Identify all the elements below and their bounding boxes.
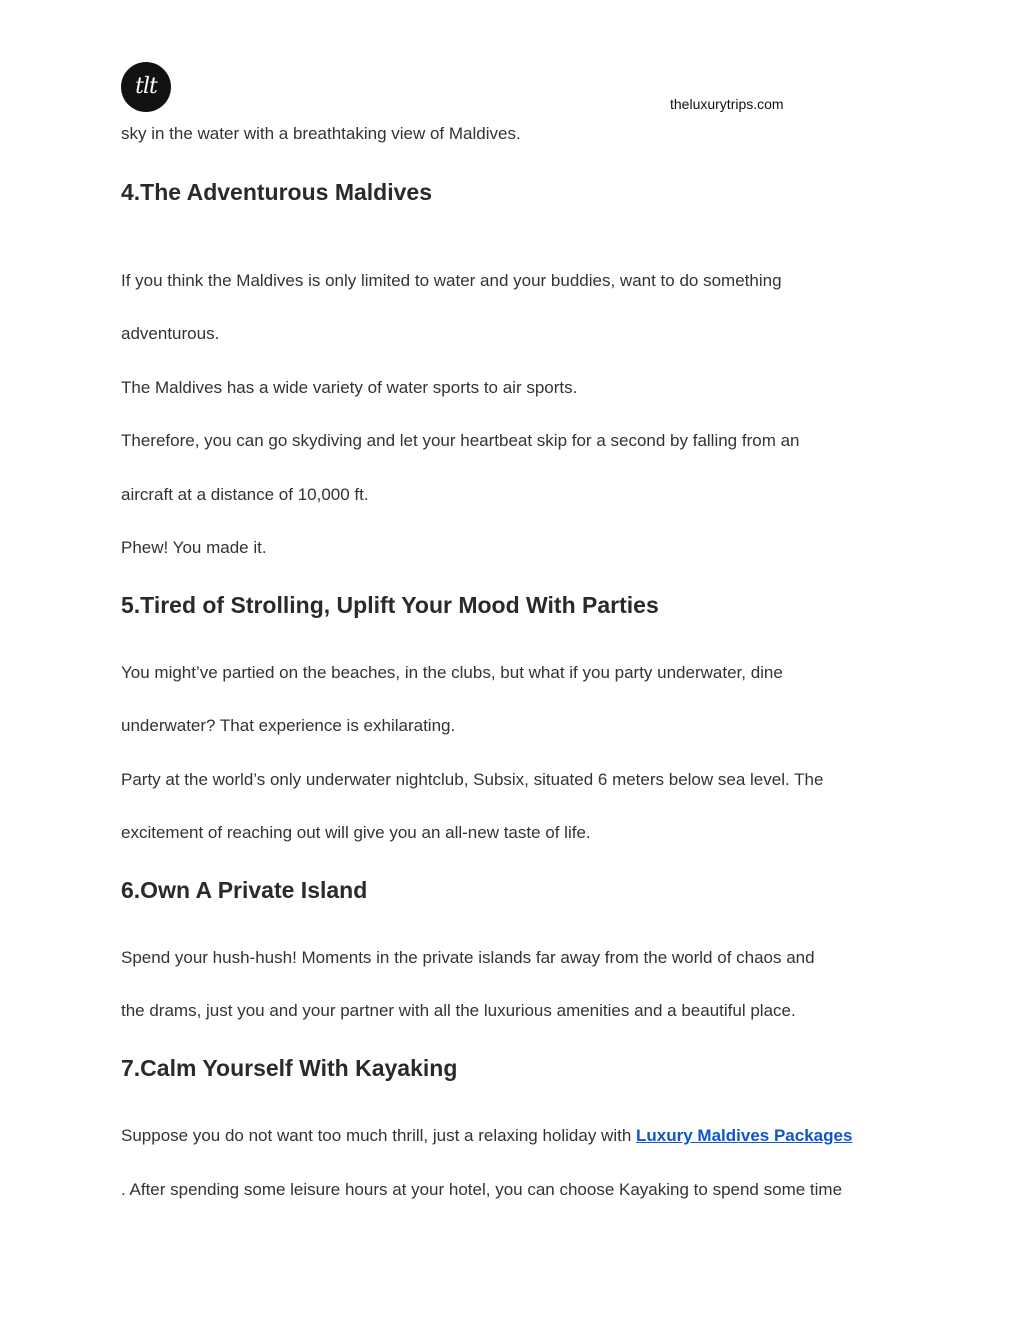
section-5-line: Party at the world’s only underwater nightclub, Subsix, situated 6 meters below sea level. The	[121, 770, 824, 789]
section-4-heading: 4.The Adventurous Maldives	[121, 179, 432, 205]
section-6-line: Spend your hush-hush! Moments in the private islands far away from the world of chaos and	[121, 948, 815, 967]
luxury-maldives-packages-link[interactable]: Luxury Maldives Packages	[636, 1126, 853, 1145]
section-6-heading: 6.Own A Private Island	[121, 877, 368, 903]
section-4-line: If you think the Maldives is only limited to water and your buddies, want to do something	[121, 271, 782, 290]
section-7-line-prefix: Suppose you do not want too much thrill, just a relaxing holiday with	[121, 1126, 637, 1145]
section-4-line: Therefore, you can go skydiving and let your heartbeat skip for a second by falling from an	[121, 431, 800, 450]
section-4-line: Phew! You made it.	[121, 538, 267, 557]
section-4-line: The Maldives has a wide variety of water sports to air sports.	[121, 378, 578, 397]
section-5-heading: 5.Tired of Strolling, Uplift Your Mood With Parties	[121, 592, 659, 618]
section-6-line: the drams, just you and your partner with all the luxurious amenities and a beautiful place.	[121, 1001, 796, 1020]
section-7-line	[121, 1125, 852, 1147]
site-logo[interactable]	[121, 62, 171, 112]
section-4-line: adventurous.	[121, 324, 220, 343]
section-5-line: excitement of reaching out will give you an all-new taste of life.	[121, 823, 591, 842]
section-7-line: . After spending some leisure hours at your hotel, you can choose Kayaking to spend some time	[121, 1180, 843, 1199]
section-7-heading: 7.Calm Yourself With Kayaking	[121, 1055, 458, 1081]
section-5-line: underwater? That experience is exhilarating.	[121, 716, 456, 735]
intro-line: sky in the water with a breathtaking view of Maldives.	[121, 124, 521, 143]
site-url: theluxurytrips.com	[670, 96, 784, 112]
section-4-line: aircraft at a distance of 10,000 ft.	[121, 485, 369, 504]
logo-text: tlt	[135, 74, 157, 99]
section-5-line: You might’ve partied on the beaches, in the clubs, but what if you party underwater, dine	[121, 663, 783, 682]
